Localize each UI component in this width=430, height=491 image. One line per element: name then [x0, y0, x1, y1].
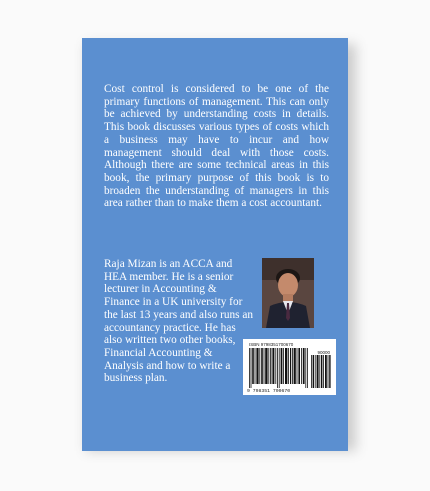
isbn-digits: 9 798351 700670: [247, 389, 291, 394]
author-bio: Raja Mizan is an ACCA and HEA member. He is a senior lecturer in Accounting & Finance in a UK university for the last 13 years and also runs an accountancy practice. He has also written two other books, Financial Accounting & Analysis and how to write a business plan.: [104, 258, 254, 385]
book-blurb: Cost control is considered to be one of the primary functions of management. This can only be achieved by understanding costs in details. This book discusses various types of costs which a business may have to incur and how management should deal with those costs. Although there are some technical areas in this book, the primary purpose of this book is to broaden the understanding of managers in this area rather than to make them a cost accountant.: [104, 83, 329, 210]
barcode-addon-bars: [311, 355, 331, 388]
book-back-cover: [82, 38, 348, 451]
price-code: 90000: [317, 350, 330, 355]
isbn-label: ISBN 9798351700670: [249, 342, 294, 347]
barcode-bars: [249, 348, 309, 388]
isbn-barcode: [243, 339, 336, 395]
author-photo: [262, 258, 314, 328]
